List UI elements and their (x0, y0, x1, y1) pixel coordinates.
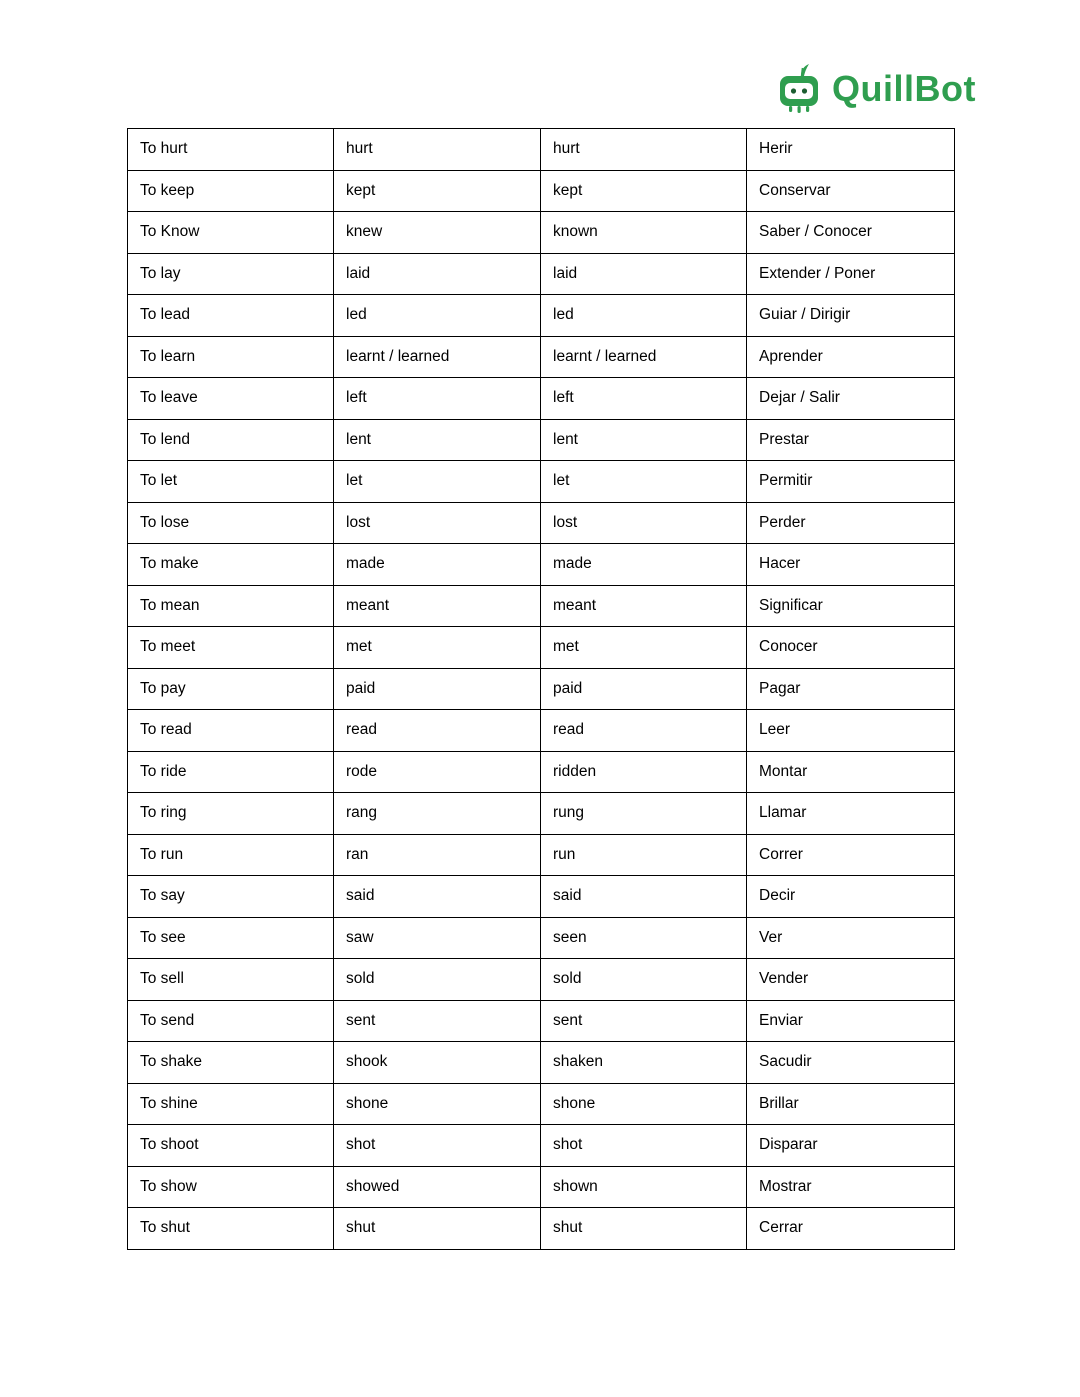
table-cell-past-simple: sent (334, 1000, 541, 1042)
table-cell-spanish-translation: Extender / Poner (747, 253, 955, 295)
table-cell-spanish-translation: Montar (747, 751, 955, 793)
table-cell-past-participle: made (541, 544, 747, 586)
table-cell-infinitive: To show (128, 1166, 334, 1208)
table-cell-spanish-translation: Sacudir (747, 1042, 955, 1084)
table-row (128, 253, 955, 295)
table-cell-infinitive: To learn (128, 336, 334, 378)
table-cell-spanish-translation: Guiar / Dirigir (747, 295, 955, 337)
table-row (128, 668, 955, 710)
table-row (128, 129, 955, 171)
table-row (128, 1000, 955, 1042)
table-cell-past-participle: paid (541, 668, 747, 710)
table-cell-infinitive: To meet (128, 627, 334, 669)
table-cell-past-participle: said (541, 876, 747, 918)
table-row (128, 461, 955, 503)
table-cell-infinitive: To lay (128, 253, 334, 295)
irregular-verbs-table (127, 128, 955, 1250)
table-cell-infinitive: To make (128, 544, 334, 586)
table-cell-past-simple: shook (334, 1042, 541, 1084)
table-row (128, 710, 955, 752)
table-cell-past-participle: learnt / learned (541, 336, 747, 378)
quillbot-robot-icon (776, 64, 822, 114)
table-cell-past-participle: seen (541, 917, 747, 959)
table-cell-spanish-translation: Conocer (747, 627, 955, 669)
table-row (128, 295, 955, 337)
table-cell-past-simple: made (334, 544, 541, 586)
table-cell-infinitive: To let (128, 461, 334, 503)
table-row (128, 834, 955, 876)
table-cell-past-simple: let (334, 461, 541, 503)
table-cell-past-simple: said (334, 876, 541, 918)
table-cell-past-simple: shot (334, 1125, 541, 1167)
irregular-verbs-table-body (128, 129, 955, 1250)
table-cell-spanish-translation: Hacer (747, 544, 955, 586)
table-cell-past-simple: met (334, 627, 541, 669)
table-cell-past-simple: kept (334, 170, 541, 212)
table-cell-past-simple: shone (334, 1083, 541, 1125)
quillbot-logo (776, 64, 976, 114)
table-row (128, 1083, 955, 1125)
table-cell-past-participle: shown (541, 1166, 747, 1208)
table-cell-infinitive: To leave (128, 378, 334, 420)
table-row (128, 627, 955, 669)
table-cell-past-simple: ran (334, 834, 541, 876)
table-cell-spanish-translation: Permitir (747, 461, 955, 503)
table-cell-past-participle: sent (541, 1000, 747, 1042)
table-cell-spanish-translation: Llamar (747, 793, 955, 835)
table-cell-past-simple: shut (334, 1208, 541, 1250)
table-cell-infinitive: To read (128, 710, 334, 752)
table-cell-past-simple: showed (334, 1166, 541, 1208)
table-cell-past-simple: lent (334, 419, 541, 461)
table-row (128, 585, 955, 627)
table-cell-spanish-translation: Vender (747, 959, 955, 1001)
table-row (128, 544, 955, 586)
table-cell-spanish-translation: Decir (747, 876, 955, 918)
table-cell-past-simple: learnt / learned (334, 336, 541, 378)
table-cell-past-participle: ridden (541, 751, 747, 793)
table-cell-past-participle: laid (541, 253, 747, 295)
table-row (128, 170, 955, 212)
table-cell-spanish-translation: Cerrar (747, 1208, 955, 1250)
table-cell-past-simple: laid (334, 253, 541, 295)
table-row (128, 959, 955, 1001)
table-cell-past-participle: met (541, 627, 747, 669)
quillbot-logo-text: QuillBot (832, 68, 976, 109)
table-cell-spanish-translation: Aprender (747, 336, 955, 378)
table-cell-infinitive: To keep (128, 170, 334, 212)
table-cell-spanish-translation: Disparar (747, 1125, 955, 1167)
table-cell-past-participle: kept (541, 170, 747, 212)
table-cell-infinitive: To lend (128, 419, 334, 461)
table-cell-infinitive: To ride (128, 751, 334, 793)
table-cell-past-participle: shot (541, 1125, 747, 1167)
table-cell-infinitive: To hurt (128, 129, 334, 171)
table-row (128, 1125, 955, 1167)
table-cell-past-participle: lost (541, 502, 747, 544)
table-row (128, 876, 955, 918)
table-cell-infinitive: To ring (128, 793, 334, 835)
table-cell-spanish-translation: Mostrar (747, 1166, 955, 1208)
table-cell-past-simple: paid (334, 668, 541, 710)
table-cell-infinitive: To mean (128, 585, 334, 627)
table-row (128, 502, 955, 544)
table-row (128, 212, 955, 254)
table-row (128, 793, 955, 835)
table-row (128, 336, 955, 378)
table-cell-infinitive: To run (128, 834, 334, 876)
table-cell-spanish-translation: Correr (747, 834, 955, 876)
table-cell-past-participle: sold (541, 959, 747, 1001)
table-cell-infinitive: To say (128, 876, 334, 918)
table-cell-past-participle: hurt (541, 129, 747, 171)
table-row (128, 419, 955, 461)
table-cell-infinitive: To shut (128, 1208, 334, 1250)
table-cell-past-participle: let (541, 461, 747, 503)
table-cell-infinitive: To lead (128, 295, 334, 337)
table-cell-spanish-translation: Prestar (747, 419, 955, 461)
table-cell-spanish-translation: Leer (747, 710, 955, 752)
table-cell-past-participle: run (541, 834, 747, 876)
table-cell-spanish-translation: Ver (747, 917, 955, 959)
table-cell-past-participle: shut (541, 1208, 747, 1250)
table-cell-spanish-translation: Enviar (747, 1000, 955, 1042)
table-cell-past-participle: left (541, 378, 747, 420)
table-cell-past-simple: left (334, 378, 541, 420)
table-cell-past-simple: saw (334, 917, 541, 959)
table-cell-past-simple: knew (334, 212, 541, 254)
table-cell-past-simple: sold (334, 959, 541, 1001)
table-cell-spanish-translation: Perder (747, 502, 955, 544)
table-cell-past-participle: shone (541, 1083, 747, 1125)
table-cell-infinitive: To Know (128, 212, 334, 254)
table-cell-past-simple: meant (334, 585, 541, 627)
table-cell-past-participle: known (541, 212, 747, 254)
table-cell-infinitive: To sell (128, 959, 334, 1001)
table-row (128, 751, 955, 793)
table-cell-spanish-translation: Significar (747, 585, 955, 627)
table-row (128, 1042, 955, 1084)
table-row (128, 378, 955, 420)
table-row (128, 1166, 955, 1208)
table-cell-past-simple: led (334, 295, 541, 337)
table-cell-infinitive: To lose (128, 502, 334, 544)
table-row (128, 1208, 955, 1250)
table-row (128, 917, 955, 959)
table-cell-infinitive: To shoot (128, 1125, 334, 1167)
table-cell-infinitive: To shine (128, 1083, 334, 1125)
table-cell-spanish-translation: Saber / Conocer (747, 212, 955, 254)
table-cell-infinitive: To shake (128, 1042, 334, 1084)
table-cell-past-simple: read (334, 710, 541, 752)
table-cell-past-participle: meant (541, 585, 747, 627)
table-cell-past-simple: rode (334, 751, 541, 793)
table-cell-spanish-translation: Conservar (747, 170, 955, 212)
table-cell-infinitive: To see (128, 917, 334, 959)
table-cell-infinitive: To send (128, 1000, 334, 1042)
table-cell-spanish-translation: Dejar / Salir (747, 378, 955, 420)
table-cell-past-simple: hurt (334, 129, 541, 171)
table-cell-spanish-translation: Brillar (747, 1083, 955, 1125)
table-cell-past-participle: read (541, 710, 747, 752)
table-cell-past-participle: shaken (541, 1042, 747, 1084)
table-cell-past-participle: rung (541, 793, 747, 835)
table-cell-spanish-translation: Pagar (747, 668, 955, 710)
table-cell-past-participle: lent (541, 419, 747, 461)
table-cell-past-participle: led (541, 295, 747, 337)
table-cell-past-simple: rang (334, 793, 541, 835)
table-cell-past-simple: lost (334, 502, 541, 544)
table-cell-spanish-translation: Herir (747, 129, 955, 171)
table-cell-infinitive: To pay (128, 668, 334, 710)
